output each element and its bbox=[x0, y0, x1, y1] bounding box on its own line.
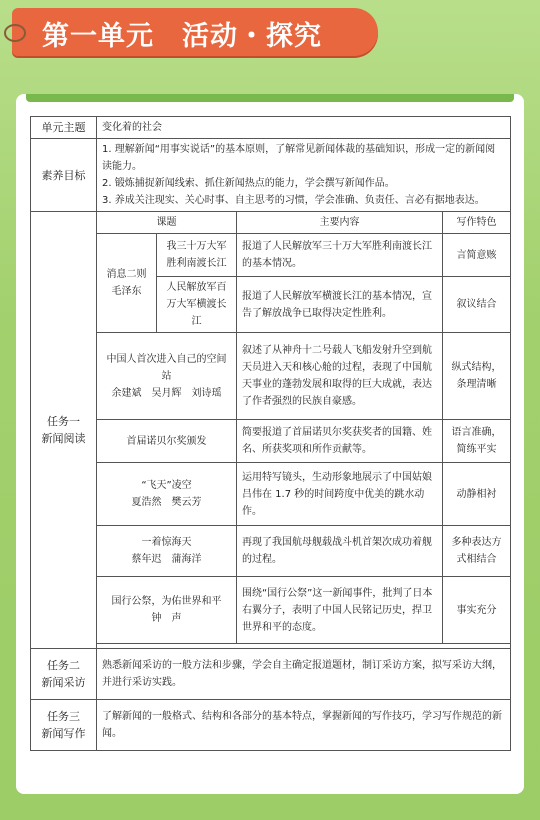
goals-label: 素养目标 bbox=[31, 139, 97, 212]
goals-list bbox=[97, 139, 511, 212]
article-title: 首届诺贝尔奖颁发 bbox=[97, 420, 237, 463]
task1-header-row bbox=[31, 212, 511, 234]
article-title: 中国人首次进入自己的空间站 余建斌 吴月辉 刘诗瑶 bbox=[97, 333, 237, 420]
content-card bbox=[16, 94, 524, 794]
article-content: 简要报道了首届诺贝尔奖获奖者的国籍、姓名、所获奖项和所作贡献等。 bbox=[237, 420, 443, 463]
article-title: 我三十万大军胜利南渡长江 bbox=[157, 234, 237, 277]
theme-row bbox=[31, 117, 511, 139]
article-feature: 动静相衬 bbox=[443, 463, 511, 526]
article-content: 报道了人民解放军三十万大军胜利南渡长江的基本情况。 bbox=[237, 234, 443, 277]
article-content: 报道了人民解放军横渡长江的基本情况，宣告了解放战争已取得决定性胜利。 bbox=[237, 277, 443, 333]
unit-title: 第一单元 活动・探究 bbox=[42, 21, 322, 52]
table-row bbox=[31, 577, 511, 644]
task1-label: 任务一 新闻阅读 bbox=[31, 212, 97, 649]
table-row bbox=[31, 463, 511, 526]
article-title: “飞天”凌空 夏浩然 樊云芳 bbox=[97, 463, 237, 526]
article-content: 叙述了从神舟十二号载人飞船发射升空到航天员进入天和核心舱的过程，表现了中国航天事业的蓬勃发展和取得的巨大成就，表达了作者强烈的民族自豪感。 bbox=[237, 333, 443, 420]
article-feature: 语言准确，简练平实 bbox=[443, 420, 511, 463]
article-feature: 言简意赅 bbox=[443, 234, 511, 277]
task3-row bbox=[31, 700, 511, 751]
header-feature: 写作特色 bbox=[443, 212, 511, 234]
binder-ring-icon bbox=[4, 24, 26, 42]
article-feature: 叙议结合 bbox=[443, 277, 511, 333]
article-content: 围绕“国行公祭”这一新闻事件，批判了日本右翼分子，表明了中国人民铭记历史，捍卫世界和平的态度。 bbox=[237, 577, 443, 644]
article-title: 一着惊海天 蔡年迟 蒲海洋 bbox=[97, 526, 237, 577]
article-feature: 事实充分 bbox=[443, 577, 511, 644]
header-content: 主要内容 bbox=[237, 212, 443, 234]
goal-item: 1. 理解新闻“用事实说话”的基本原则，了解常见新闻体裁的基础知识，形成一定的新闻阅读能力。 bbox=[102, 144, 496, 172]
article-title: 国行公祭，为佑世界和平 钟 声 bbox=[97, 577, 237, 644]
task2-text: 熟悉新闻采访的一般方法和步骤，学会自主确定报道题材，制订采访方案，拟写采访大纲，并进行采访实践。 bbox=[97, 649, 511, 700]
task3-label: 任务三 新闻写作 bbox=[31, 700, 97, 751]
unit-table bbox=[30, 116, 511, 751]
article-feature: 多种表达方式相结合 bbox=[443, 526, 511, 577]
unit-banner bbox=[12, 8, 378, 56]
card-top-bar bbox=[26, 94, 514, 102]
task2-label: 任务二 新闻采访 bbox=[31, 649, 97, 700]
header-topic: 课题 bbox=[97, 212, 237, 234]
table-row bbox=[31, 420, 511, 463]
group-title: 消息二则 毛泽东 bbox=[97, 234, 157, 333]
article-content: 运用特写镜头，生动形象地展示了中国姑娘吕伟在 1.7 秒的时间跨度中优美的跳水动作。 bbox=[237, 463, 443, 526]
article-feature: 纵式结构，条理清晰 bbox=[443, 333, 511, 420]
table-row bbox=[31, 234, 511, 277]
task2-row bbox=[31, 649, 511, 700]
goal-item: 3. 养成关注现实、关心时事、自主思考的习惯，学会准确、负责任、言必有据地表达。 bbox=[102, 195, 485, 206]
goal-item: 2. 锻炼捕捉新闻线索、抓住新闻热点的能力，学会撰写新闻作品。 bbox=[102, 178, 395, 189]
article-title: 人民解放军百万大军横渡长江 bbox=[157, 277, 237, 333]
theme-label: 单元主题 bbox=[31, 117, 97, 139]
table-row bbox=[31, 526, 511, 577]
article-content: 再现了我国航母舰载战斗机首架次成功着舰的过程。 bbox=[237, 526, 443, 577]
table-row bbox=[31, 333, 511, 420]
goals-row bbox=[31, 139, 511, 212]
task3-text: 了解新闻的一般格式、结构和各部分的基本特点，掌握新闻的写作技巧，学习写作规范的新闻。 bbox=[97, 700, 511, 751]
theme-value: 变化着的社会 bbox=[97, 117, 511, 139]
